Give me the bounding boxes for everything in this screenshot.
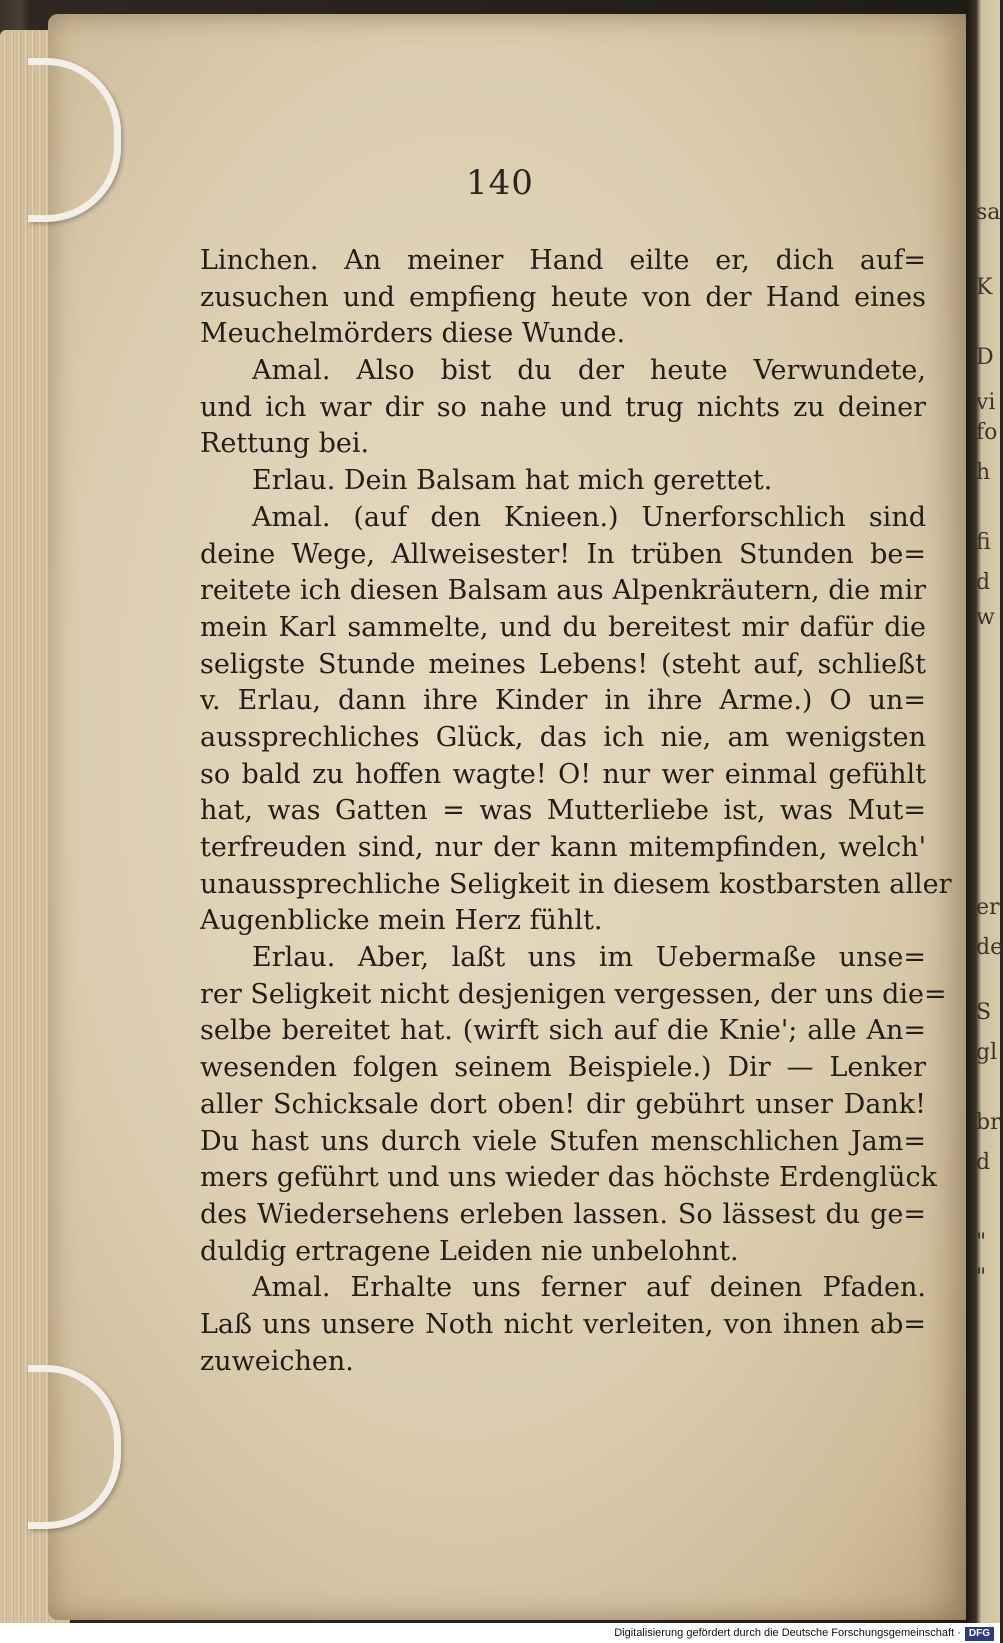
text-line: Amal. Erhalte uns ferner auf deinen Pfaden.	[252, 1272, 926, 1304]
text-line: wesenden folgen seinem Beispiele.) Dir — Lenker	[200, 1052, 926, 1084]
text-line: zuweichen.	[200, 1345, 354, 1377]
margin-fragment: gl	[976, 1040, 998, 1065]
text-line: reitete ich diesen Balsam aus Alpenkräutern, die mir	[200, 575, 926, 607]
text-line: deine Wege, Allweisester! In trüben Stunden be=	[200, 538, 926, 570]
margin-fragment: br	[976, 1110, 1001, 1135]
text-line: Erlau. Aber, laßt uns im Uebermaße unse=	[252, 942, 926, 974]
text-line: und ich war dir so nahe und trug nichts zu deiner	[200, 391, 926, 423]
margin-fragment: fo	[976, 420, 998, 445]
text-line: Du hast uns durch viele Stufen menschlichen Jam=	[200, 1125, 926, 1157]
margin-fragment: K	[976, 275, 993, 300]
text-line: Laß uns unsere Noth nicht verleiten, von ihnen ab=	[200, 1308, 926, 1340]
text-line: Amal. Also bist du der heute Verwundete,	[252, 355, 926, 387]
margin-fragment: S	[976, 1000, 992, 1025]
text-line: seligste Stunde meines Lebens! (steht auf, schließt	[200, 648, 926, 680]
margin-fragment: "	[976, 1230, 987, 1255]
text-line: aussprechliches Glück, das ich nie, am wenigsten	[200, 721, 926, 753]
margin-fragment: h	[976, 460, 991, 485]
margin-fragment: vi	[976, 390, 996, 415]
text-line: mein Karl sammelte, und du bereitest mir dafür die	[200, 611, 926, 643]
text-line: hat, was Gatten = was Mutterliebe ist, was Mut=	[200, 795, 926, 827]
text-line: unaussprechliche Seligkeit in diesem kostbarsten aller	[200, 868, 952, 900]
text-line: Linchen. An meiner Hand eilte er, dich auf=	[200, 245, 926, 276]
text-line: Erlau. Dein Balsam hat mich gerettet.	[252, 465, 773, 497]
margin-fragment: d	[976, 570, 991, 595]
margin-fragment: d	[976, 1150, 991, 1175]
page-number: 140	[466, 163, 534, 203]
text-line: terfreuden sind, nur der kann mitempfinden, welch'	[200, 832, 926, 863]
facing-page-margin	[976, 0, 1003, 1643]
margin-fragment: fi	[976, 530, 991, 555]
text-line: des Wiedersehens erleben lassen. So lässest du ge=	[200, 1198, 926, 1230]
text-line: Meuchelmörders diese Wunde.	[200, 318, 626, 350]
margin-fragment: w	[976, 605, 995, 630]
margin-fragment: D	[976, 345, 994, 370]
margin-fragment: er	[976, 895, 1000, 920]
text-line: Amal. (auf den Knieen.) Unerforschlich sind	[252, 501, 926, 533]
text-line: aller Schicksale dort oben! dir gebührt unser Dank!	[200, 1088, 926, 1120]
margin-fragment: sa	[976, 200, 1001, 225]
text-line: rer Seligkeit nicht desjenigen vergessen, der uns die=	[200, 978, 947, 1010]
text-line: duldig ertragene Leiden nie unbelohnt.	[200, 1235, 739, 1267]
footer-text: Digitalisierung gefördert durch die Deutsche Forschungsgemeinschaft	[614, 1627, 955, 1639]
text-line: mers geführt und uns wieder das höchste Erdenglück	[200, 1162, 937, 1194]
text-line: selbe bereitet hat. (wirft sich auf die Knie'; alle An=	[200, 1015, 926, 1047]
text-line: v. Erlau, dann ihre Kinder in ihre Arme.) O un=	[200, 685, 926, 717]
text-line: zusuchen und empfieng heute von der Hand eines	[200, 281, 926, 313]
margin-fragment: de	[976, 935, 1003, 960]
dfg-logo: DFG	[965, 1627, 994, 1641]
text-line: Augenblicke mein Herz fühlt.	[200, 905, 603, 937]
text-line: Rettung bei.	[200, 428, 370, 460]
margin-fragment: "	[976, 1265, 987, 1290]
text-line: so bald zu hoffen wagte! O! nur wer einmal gefühlt	[200, 758, 926, 790]
footer-credit: Digitalisierung gefördert durch die Deutsche Forschungsgemeinschaft · DFG	[0, 1623, 1000, 1643]
body-text	[200, 243, 952, 1380]
